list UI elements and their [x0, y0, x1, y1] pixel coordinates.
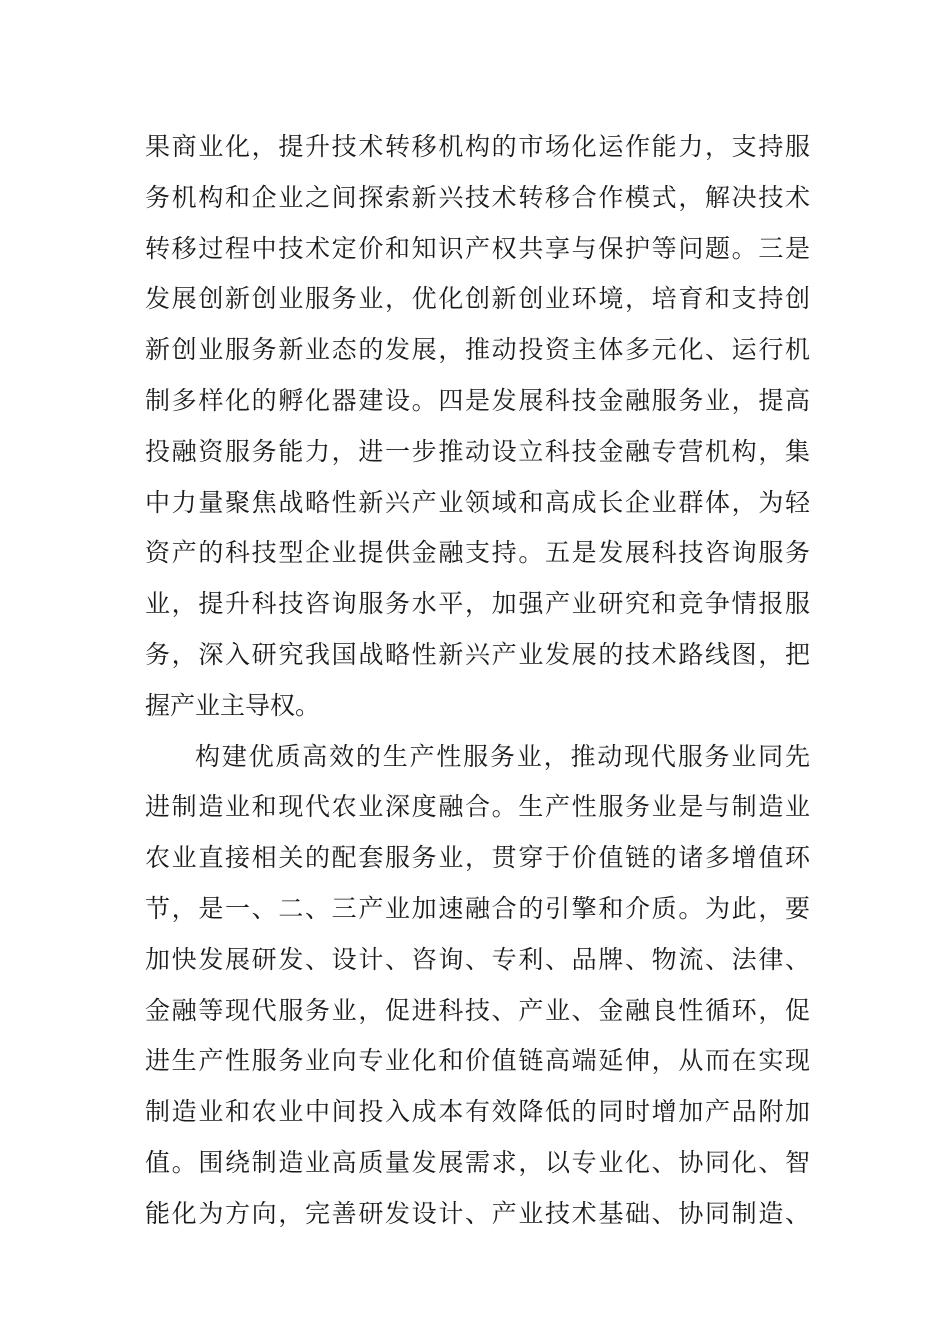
text-line: 发展创新创业服务业，优化创新创业环境，培育和支持创 — [145, 284, 810, 314]
text-line: 加快发展研发、设计、咨询、专利、品牌、物流、法律、 — [145, 944, 810, 974]
text-line: 制多样化的孵化器建设。四是发展科技金融服务业，提高 — [145, 385, 810, 415]
document-body — [145, 122, 810, 1240]
text-line: 农业直接相关的配套服务业，贯穿于价值链的诸多增值环 — [145, 843, 810, 873]
text-line: 制造业和农业中间投入成本有效降低的同时增加产品附加 — [145, 1097, 810, 1127]
text-line: 握产业主导权。 — [145, 690, 321, 720]
text-line: 业，提升科技咨询服务水平，加强产业研究和竞争情报服 — [145, 589, 810, 619]
text-line: 金融等现代服务业，促进科技、产业、金融良性循环，促 — [145, 995, 810, 1025]
text-line: 投融资服务能力，进一步推动设立科技金融专营机构，集 — [145, 436, 810, 466]
paragraph-2 — [145, 732, 810, 1240]
text-line: 务机构和企业之间探索新兴技术转移合作模式，解决技术 — [145, 182, 810, 212]
text-line: 中力量聚焦战略性新兴产业领域和高成长企业群体，为轻 — [145, 487, 810, 517]
text-line: 果商业化，提升技术转移机构的市场化运作能力，支持服 — [145, 132, 810, 161]
text-line: 能化为方向，完善研发设计、产业技术基础、协同制造、 — [145, 1198, 810, 1228]
text-line: 新创业服务新业态的发展，推动投资主体多元化、运行机 — [145, 335, 810, 365]
text-line: 转移过程中技术定价和知识产权共享与保护等问题。三是 — [145, 233, 810, 263]
paragraph-1 — [145, 122, 810, 732]
text-line: 资产的科技型企业提供金融支持。五是发展科技咨询服务 — [145, 538, 810, 568]
text-line: 构建优质高效的生产性服务业，推动现代服务业同先 — [195, 741, 810, 771]
text-line: 节，是一、二、三产业加速融合的引擎和介质。为此，要 — [145, 893, 810, 923]
text-line: 值。围绕制造业高质量发展需求，以专业化、协同化、智 — [145, 1147, 810, 1177]
text-line: 务，深入研究我国战略性新兴产业发展的技术路线图，把 — [145, 639, 810, 669]
text-line: 进制造业和现代农业深度融合。生产性服务业是与制造业 — [145, 792, 810, 822]
text-line: 进生产性服务业向专业化和价值链高端延伸，从而在实现 — [145, 1046, 810, 1076]
